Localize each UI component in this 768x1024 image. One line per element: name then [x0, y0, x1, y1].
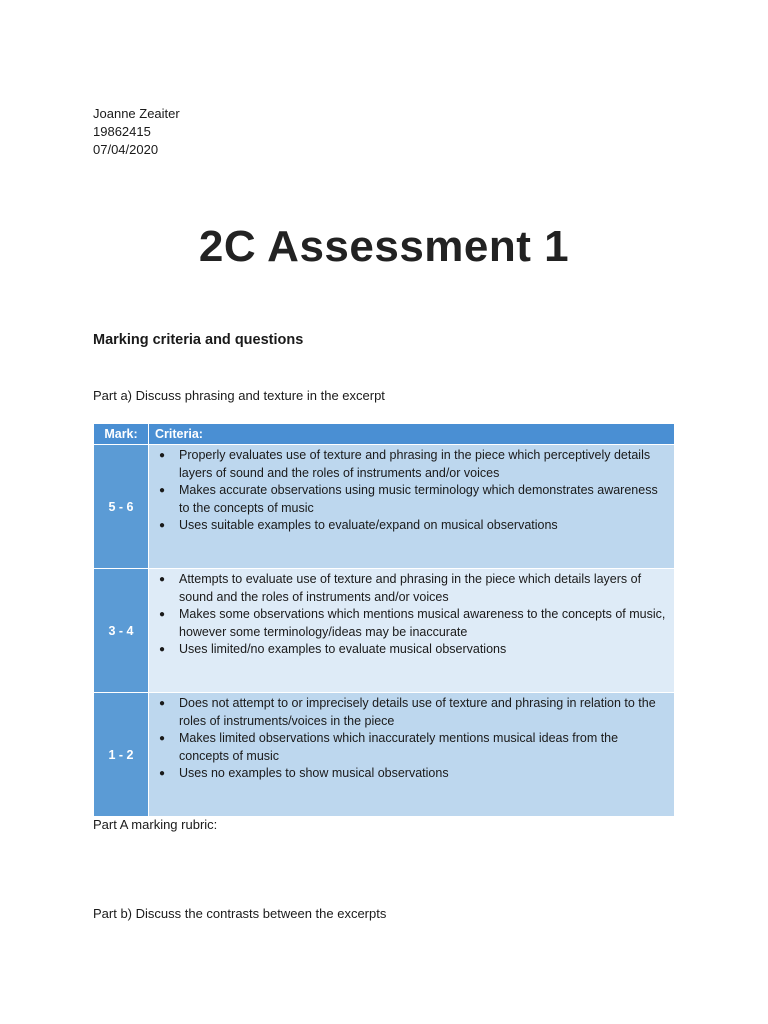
criteria-list — [155, 447, 668, 535]
criteria-text: Does not attempt to or imprecisely details use of texture and phrasing in relation to the roles of instruments/voices in the piece — [179, 696, 656, 728]
bullet-icon: ● — [159, 520, 166, 532]
section-heading: Marking criteria and questions — [93, 332, 304, 348]
bullet-icon: ● — [159, 768, 166, 780]
column-header-criteria: Criteria: — [149, 424, 675, 445]
criteria-cell — [149, 569, 675, 693]
table-row — [94, 445, 675, 569]
criteria-text: Uses suitable examples to evaluate/expand on musical observations — [179, 518, 558, 533]
criteria-list — [155, 571, 668, 659]
list-item — [159, 641, 668, 659]
page-title: 2C Assessment 1 — [198, 222, 570, 271]
criteria-text: Makes accurate observations using music terminology which demonstrates awareness to the concepts of music — [179, 483, 658, 515]
mark-range-cell: 1 - 2 — [94, 693, 149, 817]
criteria-text: Properly evaluates use of texture and phrasing in the piece which perceptively details layers of sound and the roles of instruments and/or voices — [179, 448, 651, 480]
author-name: Joanne Zeaiter — [93, 106, 180, 121]
list-item — [159, 730, 668, 765]
table-row — [94, 569, 675, 693]
mark-range-cell: 3 - 4 — [94, 569, 149, 693]
part-b-question: Part b) Discuss the contrasts between the excerpts — [93, 906, 387, 921]
list-item — [159, 517, 668, 535]
part-a-question: Part a) Discuss phrasing and texture in the excerpt — [93, 388, 385, 403]
table-row — [94, 693, 675, 817]
student-id: 19862415 — [93, 124, 151, 139]
table-header-row — [94, 424, 675, 445]
bullet-icon: ● — [159, 450, 166, 461]
criteria-text: Attempts to evaluate use of texture and phrasing in the piece which details layers of sound and the roles of instruments and/or voices — [179, 572, 642, 604]
author-header — [93, 105, 180, 159]
list-item — [159, 571, 668, 606]
list-item — [159, 765, 668, 783]
criteria-cell — [149, 445, 675, 569]
criteria-text: Makes some observations which mentions musical awareness to the concepts of music, however some terminology/ideas may be inaccurate — [179, 607, 666, 639]
bullet-icon: ● — [159, 733, 166, 745]
list-item — [159, 695, 668, 730]
criteria-text: Uses no examples to show musical observations — [179, 766, 449, 781]
criteria-cell — [149, 693, 675, 817]
bullet-icon: ● — [159, 574, 166, 585]
criteria-list — [155, 695, 668, 783]
list-item — [159, 482, 668, 517]
marking-rubric-table — [93, 423, 675, 817]
rubric-caption: Part A marking rubric: — [93, 817, 218, 832]
mark-range-cell: 5 - 6 — [94, 445, 149, 569]
list-item — [159, 447, 668, 482]
bullet-icon: ● — [159, 485, 166, 497]
criteria-text: Makes limited observations which inaccurately mentions musical ideas from the concepts of music — [179, 731, 619, 763]
bullet-icon: ● — [159, 609, 166, 621]
column-header-mark: Mark: — [94, 424, 149, 445]
submission-date: 07/04/2020 — [93, 142, 159, 157]
bullet-icon: ● — [159, 644, 166, 656]
criteria-text: Uses limited/no examples to evaluate musical observations — [179, 642, 507, 657]
list-item — [159, 606, 668, 641]
bullet-icon: ● — [159, 698, 166, 709]
